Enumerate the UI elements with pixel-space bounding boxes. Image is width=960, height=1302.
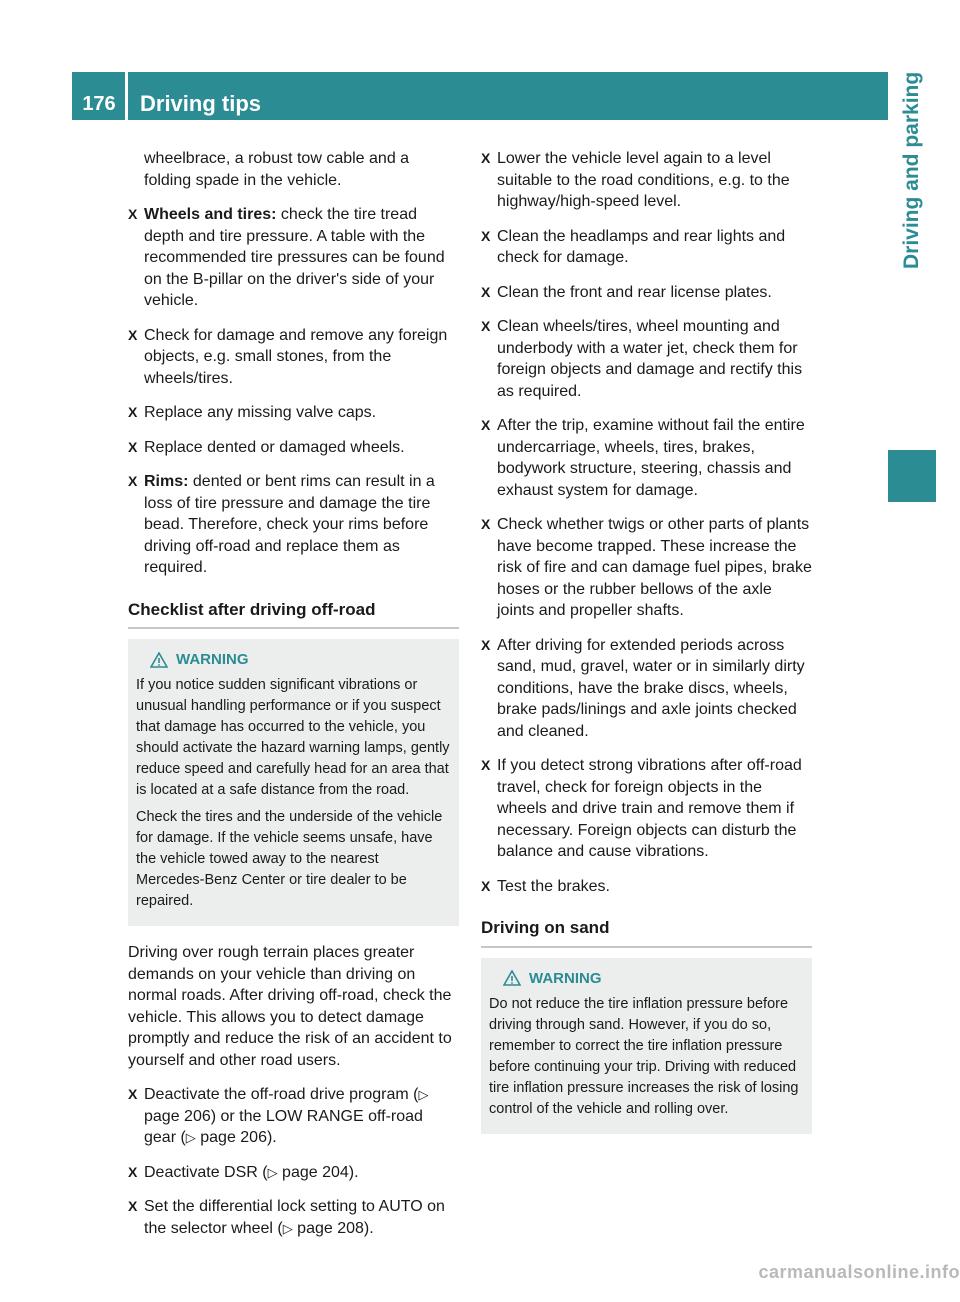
item-text: Clean wheels/tires, wheel mounting and underbody with a water jet, check them for foreign objects and damage and rectify this as required. [497, 318, 803, 400]
header-divider [125, 72, 128, 120]
item-text: Deactivate the off-road drive program ( [144, 1086, 419, 1103]
warning-header [150, 649, 451, 670]
item-text: Check whether twigs or other parts of plants have become trapped. These increase the risk of fire and can damage fuel pipes, brake hoses or the rubber bellows of the axle joints and propeller shafts. [497, 516, 812, 619]
bullet-arrow-icon: X [481, 150, 491, 166]
body-paragraph: Driving over rough terrain places greater demands on your vehicle than driving on normal roads. After driving off-road, check the vehicle. This allows you to detect damage promptly and reduce the risk of an accident to yourself and other road users. [128, 944, 452, 1069]
item-text: page 204). [277, 1163, 359, 1181]
warning-text: Do not reduce the tire inflation pressure before driving through sand. However, if you do so, remember to correct the tire inflation pressure before continuing your trip. Driving with reduced tire inflation pressure increases the risk of losing control of the vehicle and rolling over. [489, 995, 799, 1117]
list-item [481, 635, 812, 743]
bullet-arrow-icon: X [128, 326, 138, 343]
item-text: After the trip, examine without fail the entire undercarriage, wheels, tires, brakes, bodywork structure, steering, chassis and exhaust system for damage. [497, 417, 805, 499]
warning-triangle-icon [503, 970, 521, 986]
item-text: dented or bent rims can result in a loss of tire pressure and damage the tire bead. Therefore, check your rims before driving off-road and replace them as required. [144, 473, 435, 576]
bullet-arrow-icon: X [481, 636, 491, 653]
right-column [481, 148, 812, 1150]
section-heading: Checklist after driving off-road [128, 599, 459, 630]
list-item [481, 415, 812, 501]
bullet-arrow-icon: X [481, 283, 491, 300]
item-text: Set the differential lock setting to AUTO on the selector wheel ( [144, 1198, 445, 1237]
bullet-arrow-icon: X [128, 206, 138, 222]
item-text: Check for damage and remove any foreign objects, e.g. small stones, from the wheels/tires. [144, 326, 448, 387]
list-item [128, 325, 459, 390]
warning-box [128, 639, 459, 926]
list-item [481, 226, 812, 269]
bullet-arrow-icon: X [128, 1086, 138, 1102]
list-item [128, 1162, 459, 1184]
warning-triangle-icon [150, 652, 168, 668]
item-text: page 208). [292, 1219, 374, 1237]
item-text: Clean the front and rear license plates. [497, 283, 772, 301]
list-item [481, 755, 812, 863]
list-item [481, 148, 812, 213]
item-text: Deactivate DSR ( [144, 1163, 268, 1181]
item-text: Clean the headlamps and rear lights and check for damage. [497, 227, 786, 266]
bullet-arrow-icon: X [481, 417, 491, 433]
page-ref-icon: ▷ [185, 1130, 196, 1145]
list-item [128, 402, 459, 424]
left-column [128, 148, 459, 1252]
page-ref-icon: ▷ [267, 1164, 278, 1180]
bullet-arrow-icon: X [128, 473, 138, 489]
list-item [481, 876, 812, 898]
bullet-arrow-icon: X [481, 877, 491, 894]
footer-watermark: carmanualsonline.info [758, 1262, 960, 1282]
bullet-arrow-icon: X [128, 1198, 138, 1214]
list-item [128, 437, 459, 459]
item-text: Lower the vehicle level again to a level suitable to the road conditions, e.g. to the highway/high-speed level. [497, 150, 790, 210]
list-item [128, 1196, 459, 1239]
item-bold-label: Rims: [144, 473, 189, 490]
bullet-arrow-icon: X [481, 516, 491, 532]
section-heading: Driving on sand [481, 917, 812, 948]
list-item [481, 282, 812, 304]
warning-label: WARNING [176, 651, 249, 668]
bullet-arrow-icon: X [128, 404, 138, 420]
list-item [128, 471, 459, 579]
list-item [128, 204, 459, 312]
item-text: check the tire tread depth and tire pressure. A table with the recommended tire pressures can be found on the B-pillar on the driver's side of your vehicle. [144, 206, 445, 309]
item-text: page 206). [195, 1129, 277, 1146]
item-text: Test the brakes. [497, 877, 610, 895]
warning-label: WARNING [529, 969, 602, 987]
bullet-arrow-icon: X [481, 318, 491, 334]
item-text: If you detect strong vibrations after off-road travel, check for foreign objects in the wheels and drive train and remove them if necessary. Foreign objects can disturb the balance and cause vibrations. [497, 757, 802, 860]
section-side-tab: Driving and parking [900, 72, 923, 270]
item-text: page 206) or the LOW RANGE off-road gear ( [144, 1107, 423, 1146]
intro-continuation: wheelbrace, a robust tow cable and a folding spade in the vehicle. [144, 150, 410, 189]
bullet-arrow-icon: X [481, 227, 491, 244]
bullet-arrow-icon: X [128, 438, 138, 455]
list-item [481, 514, 812, 622]
item-bold-label: Wheels and tires: [144, 206, 277, 223]
warning-text: If you notice sudden significant vibrations or unusual handling performance or if you suspect that damage has occurred to the vehicle, you should activate the hazard warning lamps, gently reduce speed and carefully head for an area that is located at a safe distance from the road. [136, 677, 450, 798]
item-text: Replace any missing valve caps. [144, 404, 377, 421]
bullet-arrow-icon: X [128, 1163, 138, 1180]
list-item [128, 1084, 459, 1149]
page-ref-icon: ▷ [418, 1087, 429, 1102]
warning-box [481, 958, 812, 1134]
list-item [481, 316, 812, 402]
item-text: After driving for extended periods across sand, mud, gravel, water or in similarly dirty conditions, have the brake discs, wheels, brake pads/linings and axle joints checked and cleaned. [497, 636, 805, 740]
page-title: Driving tips [140, 91, 262, 116]
page-number: 176 [82, 93, 116, 115]
page-ref-icon: ▷ [282, 1220, 293, 1236]
bullet-arrow-icon: X [481, 757, 491, 773]
warning-header [503, 968, 804, 989]
side-tab-marker [888, 450, 936, 502]
item-text: Replace dented or damaged wheels. [144, 438, 405, 456]
warning-text: Check the tires and the underside of the vehicle for damage. If the vehicle seems unsafe, have the vehicle towed away to the nearest Mercedes-Benz Center or tire dealer to be repaired. [136, 809, 443, 909]
